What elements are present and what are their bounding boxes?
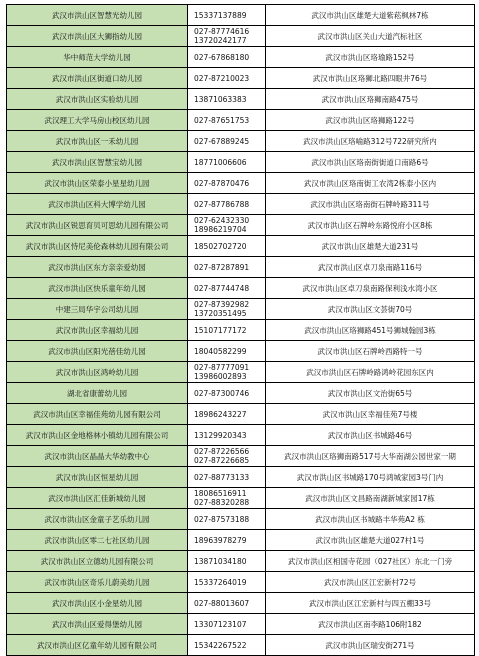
address-cell: 武汉市洪山区珞狮路451号狮城翰园3栋	[266, 320, 475, 341]
address-cell: 武汉市洪山区相国寺花园（027社区）东北一门旁	[266, 551, 475, 572]
kindergarten-name-cell: 武汉理工大学马房山校区幼儿园	[7, 110, 188, 131]
address-cell: 武汉市洪山区文治街65号	[266, 383, 475, 404]
phone-cell	[188, 488, 266, 509]
table-row	[7, 593, 475, 614]
table-row	[7, 173, 475, 194]
phone-number: 027-87786788	[194, 199, 250, 209]
phone-number: 13871034180	[194, 556, 247, 566]
kindergarten-name-cell: 武汉市洪山区锐思育贝可思幼儿园有限公司	[7, 215, 188, 236]
phone-cell	[188, 131, 266, 152]
phone-number: 027-88013607	[194, 598, 250, 608]
phone-number: 027-87210023	[194, 73, 250, 83]
kindergarten-name-cell: 武汉市洪山区爱得堡幼儿园	[7, 614, 188, 635]
phone-cell	[188, 425, 266, 446]
phone-cell	[188, 110, 266, 131]
address-cell: 武汉市洪山区书城路46号	[266, 425, 475, 446]
address-cell: 武汉市洪山区文昌路南湖新城家园17栋	[266, 488, 475, 509]
phone-number: 027-87744748	[194, 283, 250, 293]
phone-number: 027-87870476	[194, 178, 250, 188]
table-row	[7, 278, 475, 299]
phone-number: 13307123107	[194, 619, 247, 629]
table-body	[7, 5, 475, 656]
phone-number: 027-87392982	[194, 300, 250, 309]
phone-cell	[188, 236, 266, 257]
address-cell: 武汉市洪山区珞狮南路517号大华南湖公园世家一期	[266, 446, 475, 467]
phone-number: 027-87774616	[194, 27, 250, 36]
phone-cell	[188, 404, 266, 425]
address-cell: 武汉市洪山区文荟街70号	[266, 299, 475, 320]
table-row	[7, 362, 475, 383]
kindergarten-name-cell: 武汉市洪山区智慧光幼儿园	[7, 5, 188, 26]
phone-number: 027-88773133	[194, 472, 250, 482]
phone-number: 18086516911	[194, 489, 247, 498]
phone-number: 15342267522	[194, 640, 247, 650]
table-row	[7, 467, 475, 488]
address-cell: 武汉市洪山区书城路170号鸿城家园3号门内	[266, 467, 475, 488]
table-row	[7, 26, 475, 47]
phone-cell	[188, 278, 266, 299]
kindergarten-name-cell: 武汉市洪山区智慧宝幼儿园	[7, 152, 188, 173]
phone-number: 13871063383	[194, 94, 247, 104]
kindergarten-name-cell: 武汉市洪山区鸿岭幼儿园	[7, 362, 188, 383]
phone-number: 027-87287891	[194, 262, 250, 272]
phone-cell	[188, 341, 266, 362]
phone-cell	[188, 68, 266, 89]
address-cell: 武汉市洪山区珞南街石牌岭路311号	[266, 194, 475, 215]
phone-cell	[188, 194, 266, 215]
table-row	[7, 425, 475, 446]
phone-cell	[188, 362, 266, 383]
phone-cell	[188, 635, 266, 656]
phone-number: 13720351495	[194, 309, 247, 318]
kindergarten-list-sheet	[6, 4, 474, 656]
kindergarten-name-cell: 武汉市洪山区恃尼美伦森林幼儿园有限公司	[7, 236, 188, 257]
phone-number: 027-87226685	[194, 456, 250, 465]
phone-cell	[188, 26, 266, 47]
phone-number: 027-87651753	[194, 115, 250, 125]
address-cell: 武汉市洪山区卓刀泉南路116号	[266, 257, 475, 278]
table-row	[7, 572, 475, 593]
address-cell: 武汉市洪山区江宏新村72号	[266, 572, 475, 593]
table-row	[7, 236, 475, 257]
address-cell: 武汉市洪山区珞南街工农湾2栋泰小区内	[266, 173, 475, 194]
table-row	[7, 509, 475, 530]
phone-cell	[188, 215, 266, 236]
phone-number: 18986243227	[194, 409, 247, 419]
kindergarten-name-cell: 武汉市洪山区幸福幼儿园	[7, 320, 188, 341]
table-row	[7, 383, 475, 404]
table-row	[7, 5, 475, 26]
phone-cell	[188, 89, 266, 110]
phone-number: 027-67889245	[194, 136, 250, 146]
phone-cell	[188, 530, 266, 551]
kindergarten-name-cell: 武汉市洪山区奇乐儿蔚美幼儿园	[7, 572, 188, 593]
table-row	[7, 110, 475, 131]
phone-cell	[188, 152, 266, 173]
phone-number: 18963978279	[194, 535, 247, 545]
kindergarten-name-cell: 武汉市洪山区街道口幼儿园	[7, 68, 188, 89]
phone-cell	[188, 173, 266, 194]
phone-cell	[188, 593, 266, 614]
phone-number: 15337137889	[194, 10, 247, 20]
phone-number: 13129920343	[194, 430, 247, 440]
phone-number: 027-87777091	[194, 363, 250, 372]
phone-number: 027-87573188	[194, 514, 250, 524]
kindergarten-name-cell: 武汉市洪山区荣泰小星星幼儿园	[7, 173, 188, 194]
phone-number: 027-67868180	[194, 52, 250, 62]
kindergarten-name-cell: 武汉市洪山区一禾幼儿园	[7, 131, 188, 152]
kindergarten-name-cell: 武汉市洪山区阳光蓓佳幼儿园	[7, 341, 188, 362]
address-cell: 武汉市洪山区雄楚大道027村1号	[266, 530, 475, 551]
phone-cell	[188, 5, 266, 26]
address-cell: 武汉市洪山区雄楚大道紫菘枫林7栋	[266, 5, 475, 26]
table-row	[7, 446, 475, 467]
address-cell: 武汉市洪山区珞瑜路152号	[266, 47, 475, 68]
table-row	[7, 152, 475, 173]
kindergarten-name-cell: 武汉市洪山区金地格林小镇幼儿园有限公司	[7, 425, 188, 446]
kindergarten-name-cell: 湖北省康蕾幼儿园	[7, 383, 188, 404]
address-cell: 武汉市洪山区关山大道汽标社区	[266, 26, 475, 47]
kindergarten-name-cell: 武汉市洪山区立德幼儿园有限公司	[7, 551, 188, 572]
phone-cell	[188, 614, 266, 635]
phone-number: 027-87300746	[194, 388, 250, 398]
phone-cell	[188, 47, 266, 68]
phone-cell	[188, 320, 266, 341]
table-row	[7, 194, 475, 215]
kindergarten-name-cell: 武汉市洪山区金童子艺乐幼儿园	[7, 509, 188, 530]
address-cell: 武汉市洪山区珞南街街道口南路6号	[266, 152, 475, 173]
address-cell: 武汉市洪山区石牌岭西路特一号	[266, 341, 475, 362]
phone-number: 18986219704	[194, 225, 247, 234]
address-cell: 武汉市洪山区珞喻路312号722研究所内	[266, 131, 475, 152]
phone-cell	[188, 467, 266, 488]
address-cell: 武汉市洪山区书城路丰华苑A2 栋	[266, 509, 475, 530]
phone-number: 027-62432330	[194, 216, 250, 225]
table-row	[7, 215, 475, 236]
address-cell: 武汉市洪山区珞狮北路四眼井76号	[266, 68, 475, 89]
kindergarten-name-cell: 武汉市洪山区零二七社区幼儿园	[7, 530, 188, 551]
kindergarten-name-cell: 武汉市洪山区大狮指幼儿园	[7, 26, 188, 47]
phone-number: 15337264019	[194, 577, 247, 587]
phone-cell	[188, 446, 266, 467]
address-cell: 武汉市洪山区南李路106附182	[266, 614, 475, 635]
address-cell: 武汉市洪山区石牌岭东路悦府小区8栋	[266, 215, 475, 236]
kindergarten-name-cell: 武汉市洪山区小金星幼儿园	[7, 593, 188, 614]
kindergarten-name-cell: 武汉市洪山区科大博学幼儿园	[7, 194, 188, 215]
address-cell: 武汉市洪山区卓刀泉南路保利浅水湾小区	[266, 278, 475, 299]
table-row	[7, 551, 475, 572]
kindergarten-name-cell: 中建三局华宇公司幼儿园	[7, 299, 188, 320]
address-cell: 武汉市洪山区石牌岭路鸿岭花园东区内	[266, 362, 475, 383]
kindergarten-name-cell: 武汉市洪山区实验幼儿园	[7, 89, 188, 110]
phone-number: 18502702720	[194, 241, 247, 251]
kindergarten-name-cell: 武汉市洪山区汇佳新城幼儿园	[7, 488, 188, 509]
phone-number: 027-87226566	[194, 447, 250, 456]
address-cell: 武汉市洪山区珞狮路122号	[266, 110, 475, 131]
table-row	[7, 299, 475, 320]
table-row	[7, 635, 475, 656]
phone-number: 18040582299	[194, 346, 247, 356]
kindergarten-table	[6, 4, 475, 656]
kindergarten-name-cell: 武汉市洪山区亿童年幼儿园有限公司	[7, 635, 188, 656]
phone-number: 18771006606	[194, 157, 247, 167]
table-row	[7, 47, 475, 68]
table-row	[7, 614, 475, 635]
table-row	[7, 89, 475, 110]
phone-cell	[188, 383, 266, 404]
table-row	[7, 530, 475, 551]
address-cell: 武汉市洪山区珞狮南路475号	[266, 89, 475, 110]
kindergarten-name-cell: 武汉市洪山区快乐童年幼儿园	[7, 278, 188, 299]
kindergarten-name-cell: 华中师范大学幼儿园	[7, 47, 188, 68]
table-row	[7, 68, 475, 89]
table-row	[7, 341, 475, 362]
phone-cell	[188, 572, 266, 593]
phone-number: 13720242177	[194, 36, 247, 45]
address-cell: 武汉市洪山区瑞安街271号	[266, 635, 475, 656]
kindergarten-name-cell: 武汉市洪山区恒星幼儿园	[7, 467, 188, 488]
address-cell: 武汉市洪山区雄楚大道231号	[266, 236, 475, 257]
phone-cell	[188, 509, 266, 530]
phone-number: 15107177172	[194, 325, 247, 335]
phone-cell	[188, 551, 266, 572]
table-row	[7, 320, 475, 341]
phone-cell	[188, 257, 266, 278]
table-row	[7, 488, 475, 509]
table-row	[7, 257, 475, 278]
address-cell: 武汉市洪山区江宏新村与四五棚33号	[266, 593, 475, 614]
phone-cell	[188, 299, 266, 320]
kindergarten-name-cell: 武汉市洪山区东方亲亲爱幼园	[7, 257, 188, 278]
phone-number: 027-88320288	[194, 498, 250, 507]
phone-number: 13986002893	[194, 372, 247, 381]
kindergarten-name-cell: 武汉市洪山区晶晶大华幼教中心	[7, 446, 188, 467]
address-cell: 武汉市洪山区幸福佳苑7号楼	[266, 404, 475, 425]
table-row	[7, 404, 475, 425]
table-row	[7, 131, 475, 152]
kindergarten-name-cell: 武汉市洪山区幸福佳苑幼儿园有限公司	[7, 404, 188, 425]
